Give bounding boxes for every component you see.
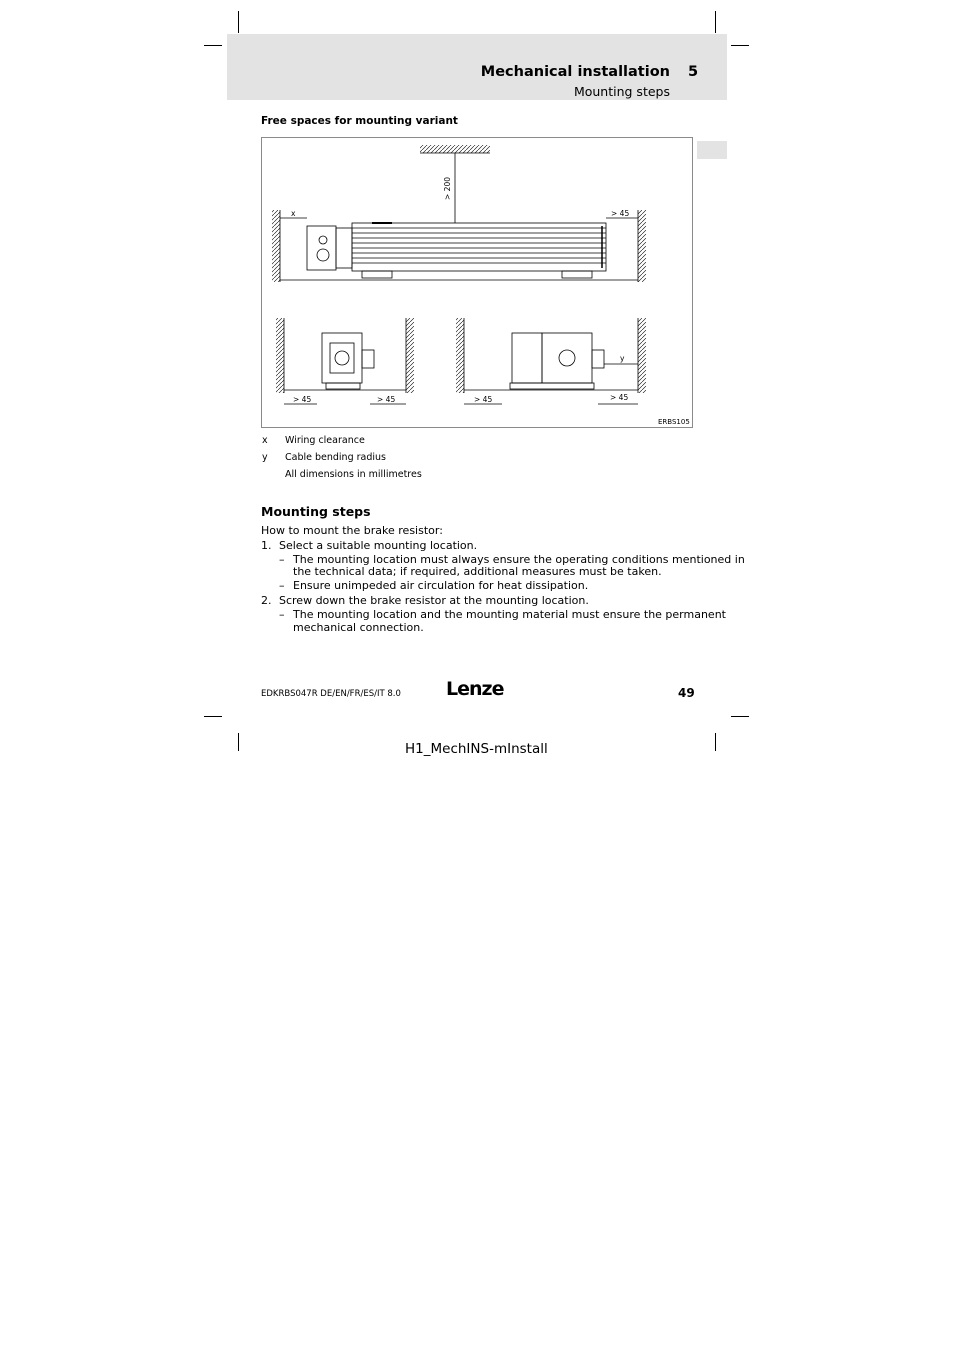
label-top-clearance: > 200 [443,177,452,200]
crop-mark [238,11,239,33]
intro-text: How to mount the brake resistor: [261,524,443,537]
legend-key: y [262,452,268,463]
legend-text: All dimensions in millimetres [285,469,422,480]
legend-row [262,452,386,463]
label-bl-left: > 45 [293,395,312,404]
ceiling-hatch [420,145,490,153]
lenze-logo: Lenze [446,678,504,700]
legend-row [262,469,422,480]
crop-mark [238,733,239,751]
clearance-drawing [262,138,694,429]
bullet-text: mechanical connection. [293,621,424,634]
crop-mark [715,11,716,33]
step-number: 1. [261,539,272,552]
side-tab [697,141,727,159]
crop-mark [204,45,222,46]
crop-mark [731,716,749,717]
legend-text: Cable bending radius [285,452,386,463]
crop-mark [731,45,749,46]
label-right-clearance: > 45 [611,209,630,218]
bullet-text: The mounting location and the mounting material must ensure the permanent [293,608,726,621]
label-bl-right: > 45 [377,395,396,404]
section-heading: Mounting steps [261,504,371,519]
label-br-right: > 45 [610,393,629,402]
bullet-dash: – [279,579,285,592]
bullet-text: the technical data; if required, additional measures must be taken. [293,565,662,578]
chapter-number: 5 [688,64,699,80]
mounting-clearance-figure [261,137,693,428]
step-number: 2. [261,594,272,607]
label-y: y [620,354,625,363]
figure-ref: ERBS105 [658,418,690,426]
figure-caption: Free spaces for mounting variant [261,115,458,127]
document-id: EDKRBS047R DE/EN/FR/ES/IT 8.0 [261,689,401,699]
wall-right-hatch [638,210,646,282]
page-number: 49 [678,686,695,700]
bullet-dash: – [279,553,285,566]
bullet-text: The mounting location must always ensure the operating conditions mentioned in [293,553,745,566]
resistor-body [352,223,606,271]
legend-key: x [262,435,268,446]
bottom-label: H1_MechINS-mInstall [405,741,548,757]
chapter-title: Mechanical installation [480,64,670,80]
label-x: x [291,209,296,218]
bullet-text: Ensure unimpeded air circulation for heat dissipation. [293,579,589,592]
legend-row [262,435,365,446]
step-text: Select a suitable mounting location. [279,539,478,552]
chapter-subtitle: Mounting steps [573,84,670,99]
bullet-dash: – [279,608,285,621]
crop-mark [204,716,222,717]
label-br-left: > 45 [474,395,493,404]
wall-left-hatch [272,210,280,282]
step-text: Screw down the brake resistor at the mounting location. [279,594,589,607]
legend-text: Wiring clearance [285,435,365,446]
crop-mark [715,733,716,751]
